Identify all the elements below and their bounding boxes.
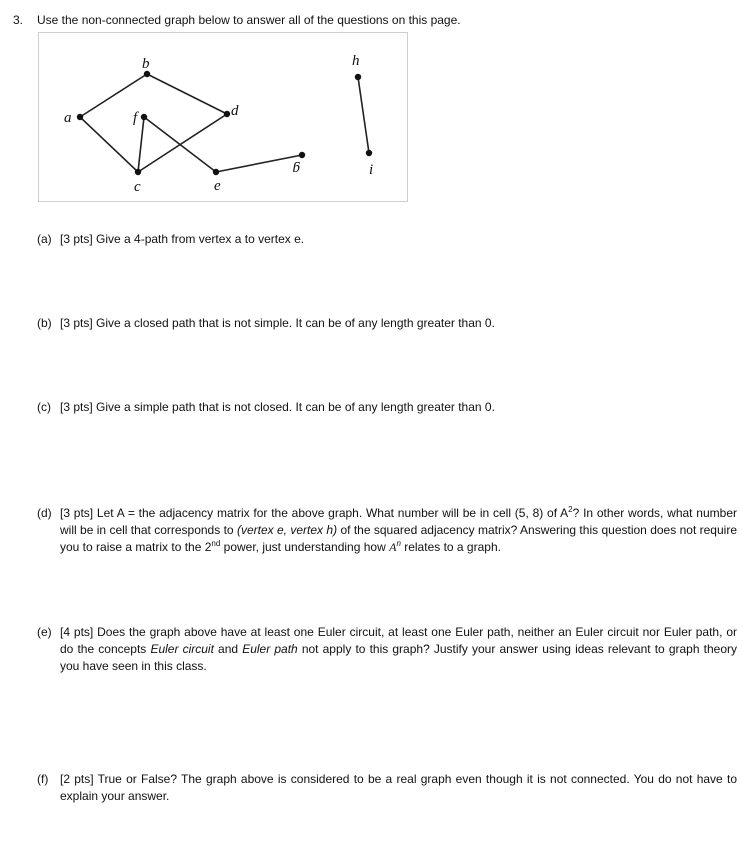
vertex-a: [77, 114, 83, 120]
vertex-f: [141, 114, 147, 120]
part-a: [37, 231, 737, 248]
vertex-h: [355, 74, 361, 80]
label-g: g: [292, 161, 300, 177]
graph-diagram: [39, 33, 407, 201]
edge-b-d: [147, 74, 227, 114]
part-e-t2: and: [213, 642, 243, 656]
edge-c-f: [138, 117, 144, 172]
edge-f-e: [144, 117, 216, 172]
part-d-it2: A: [389, 540, 397, 554]
part-c-text: [3 pts] Give a simple path that is not closed. It can be of any length greater than 0.: [60, 400, 495, 414]
label-b: b: [142, 56, 150, 72]
part-e-t3: not apply to this graph? Justify your answer using ideas relevant to graph theory you have seen in this class.: [60, 642, 738, 673]
label-c: c: [134, 179, 141, 195]
part-b: [37, 315, 737, 332]
part-f-text: [2 pts] True or False? The graph above is considered to be a real graph even though it is not connected. You do not have to explain your answer.: [60, 772, 737, 803]
part-e-text: [60, 624, 737, 675]
part-d-sup1: 2: [568, 505, 573, 514]
part-c-label: (c): [37, 400, 51, 414]
vertex-c: [135, 169, 141, 175]
vertex-d: [224, 111, 230, 117]
label-e: e: [214, 178, 221, 194]
question-intro: Use the non-connected graph below to answer all of the questions on this page.: [37, 13, 461, 27]
part-f-label: (f): [37, 772, 49, 786]
part-d-t4: power, just understanding how: [220, 540, 390, 554]
part-d-it1: (vertex e, vertex h): [236, 523, 338, 537]
vertex-e: [213, 169, 219, 175]
part-a-text: [3 pts] Give a 4-path from vertex a to vertex e.: [60, 232, 305, 246]
part-d-t5: relates to a graph.: [400, 540, 501, 554]
edge-h-i: [358, 77, 369, 153]
label-a: a: [64, 110, 72, 126]
part-c: [37, 399, 737, 416]
part-d-t1: [3 pts] Let A = the adjacency matrix for the above graph. What number will be in cell (5, 8) of A: [60, 506, 569, 520]
question-number: 3.: [13, 13, 24, 27]
part-e-t1: [4 pts] Does the graph above have at least one Euler circuit, at least one Euler path, neither an Euler circuit nor Euler path, or do the concepts: [60, 625, 737, 656]
graph-figure: [38, 32, 408, 202]
part-d: [37, 505, 737, 556]
label-f: f: [133, 110, 138, 126]
part-f: [37, 771, 737, 805]
label-i: i: [369, 162, 374, 178]
part-e-it2: Euler path: [242, 642, 298, 656]
part-d-label: (d): [37, 506, 52, 520]
part-e-it1: Euler circuit: [150, 642, 214, 656]
part-b-text: [3 pts] Give a closed path that is not simple. It can be of any length greater than 0.: [60, 316, 495, 330]
part-d-sup2: nd: [211, 539, 221, 548]
label-h: h: [352, 53, 360, 69]
vertex-g: [299, 152, 305, 158]
part-e-label: (e): [37, 625, 52, 639]
part-b-label: (b): [37, 316, 52, 330]
edge-e-g: [216, 155, 302, 172]
label-d: d: [231, 103, 239, 119]
part-a-label: (a): [37, 232, 52, 246]
part-d-t2: ? In other words, what number will be in cell that corresponds to: [60, 506, 737, 537]
part-d-text: [60, 505, 737, 556]
part-d-sup3: n: [396, 539, 401, 548]
vertex-i: [366, 150, 372, 156]
part-d-t3: of the squared adjacency matrix? Answering this question does not require you to raise a matrix to the 2: [60, 523, 737, 554]
part-e: [37, 624, 737, 675]
edge-a-c: [80, 117, 138, 172]
